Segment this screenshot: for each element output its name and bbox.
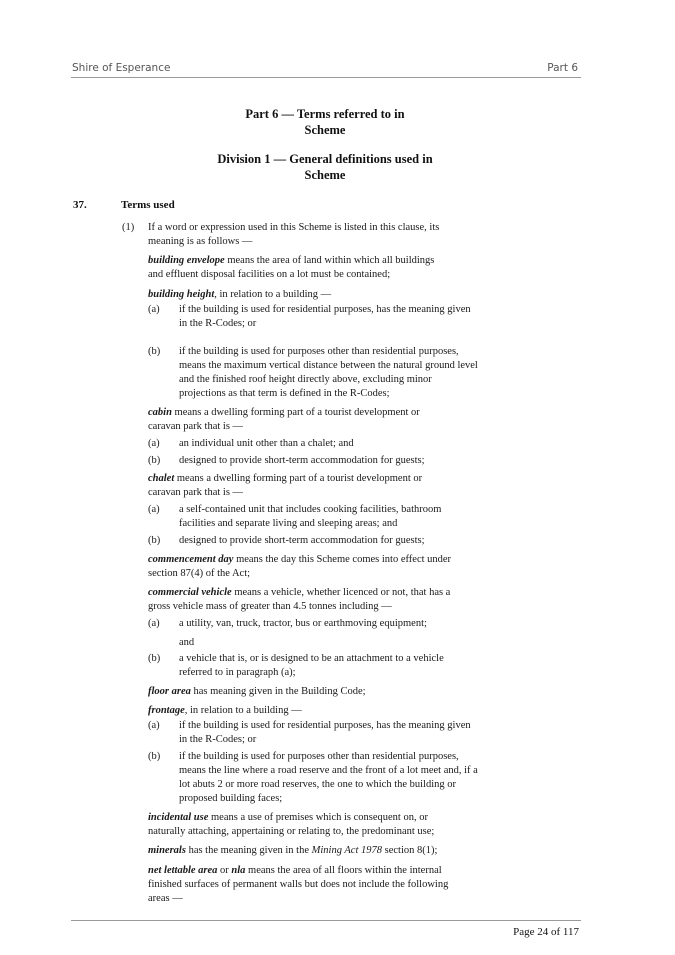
paragraph-label: (a) [148,618,160,629]
header-shire-name: Shire of Esperance [72,62,171,74]
definition-line: caravan park that is — [148,487,244,498]
defined-term: incidental use [148,812,209,823]
paragraph-label: (b) [148,535,161,546]
definition-text: means the day this Scheme comes into effect under [233,554,452,565]
definition-line [148,844,437,858]
paragraph-text: means the maximum vertical distance between the natural ground level [179,360,478,371]
defined-term: minerals [148,845,186,856]
division-heading-line-1: Division 1 — General definitions used in [217,152,433,166]
definition-text: means the area of land within which all buildings [224,255,435,266]
definition-line [148,864,442,878]
definition-line [148,811,428,825]
paragraph-connector: and [179,637,195,648]
definition-line [148,685,366,699]
paragraph-text: means the line where a road reserve and the front of a lot meet and, if a [179,765,478,776]
subclause-line: meaning is as follows — [148,236,253,247]
definition-text: or [217,865,232,876]
definition-line: caravan park that is — [148,421,244,432]
part-heading-line-2: Scheme [304,123,346,137]
subclause-line: If a word or expression used in this Scheme is listed in this clause, its [148,222,440,233]
paragraph-text: a utility, van, truck, tractor, bus or earthmoving equipment; [179,618,427,629]
act-title: Mining Act 1978 [311,845,383,856]
definition-text: , in relation to a building — [214,289,332,300]
definition-text: means the area of all floors within the internal [245,865,442,876]
definition-text: means a vehicle, whether licenced or not, that has a [231,587,451,598]
running-header [71,60,578,76]
paragraph-text: in the R-Codes; or [179,318,257,329]
paragraph-text: if the building is used for purposes other than residential purposes, [179,751,459,762]
paragraph-text: if the building is used for residential purposes, has the meaning given [179,304,471,315]
defined-term: commencement day [148,554,234,565]
definition-line [148,553,451,567]
definition-text: section 8(1); [382,845,438,856]
definition-line: finished surfaces of permanent walls but does not include the following [148,879,449,890]
definition-line [148,406,420,420]
paragraph-text: facilities and separate living and sleeping areas; and [179,518,398,529]
definition-text: means a dwelling forming part of a tourist development or [174,473,423,484]
subclause-number: (1) [122,222,135,233]
paragraph-text: a self-contained unit that includes cooking facilities, bathroom [179,504,442,515]
paragraph-text: if the building is used for residential purposes, has the meaning given [179,720,471,731]
paragraph-label: (a) [148,720,160,731]
paragraph-text: an individual unit other than a chalet; and [179,438,354,449]
definition-line [148,288,331,302]
defined-term: nla [231,865,246,876]
footer-rule [71,920,581,921]
definition-line: gross vehicle mass of greater than 4.5 tonnes including — [148,601,392,612]
definition-line [148,254,434,268]
definition-text: has the meaning given in the [185,845,312,856]
page-number: Page 24 of 117 [513,926,579,938]
definition-text: means a dwelling forming part of a tourist development or [171,407,420,418]
paragraph-label: (a) [148,304,160,315]
defined-term: building height [148,289,215,300]
clause-title: Terms used [121,199,175,211]
paragraph-text: if the building is used for purposes other than residential purposes, [179,346,459,357]
paragraph-text: projections as that term is defined in the R-Codes; [179,388,390,399]
definition-line [148,472,422,486]
paragraph-label: (b) [148,653,161,664]
definition-line: naturally attaching, appertaining or relating to, the predominant use; [148,826,435,837]
defined-term: building envelope [148,255,225,266]
paragraph-text: proposed building faces; [179,793,283,804]
definition-text: means a use of premises which is consequent on, or [208,812,428,823]
header-part-label: Part 6 [547,62,578,74]
paragraph-text: lot abuts 2 or more road reserves, the one to which the building or [179,779,457,790]
defined-term: cabin [148,407,172,418]
paragraph-label: (b) [148,751,161,762]
definition-text: has meaning given in the Building Code; [190,686,366,697]
paragraph-text: in the R-Codes; or [179,734,257,745]
division-heading [175,151,475,183]
definition-line: areas — [148,893,183,904]
paragraph-text: designed to provide short-term accommodation for guests; [179,535,425,546]
division-heading-line-2: Scheme [304,168,346,182]
defined-term: floor area [148,686,191,697]
defined-term: net lettable area [148,865,218,876]
defined-term: frontage [148,705,185,716]
defined-term: chalet [148,473,175,484]
paragraph-label: (a) [148,504,160,515]
definition-text: , in relation to a building — [184,705,302,716]
paragraph-label: (b) [148,346,161,357]
paragraph-text: and the finished roof height directly above, excluding minor [179,374,432,385]
paragraph-text: a vehicle that is, or is designed to be an attachment to a vehicle [179,653,444,664]
paragraph-text: referred to in paragraph (a); [179,667,296,678]
paragraph-label: (b) [148,455,161,466]
part-heading-line-1: Part 6 — Terms referred to in [245,107,405,121]
clause-number: 37. [73,199,87,211]
definition-line [148,586,450,600]
header-rule [71,77,581,78]
paragraph-label: (a) [148,438,160,449]
paragraph-text: designed to provide short-term accommodation for guests; [179,455,425,466]
definition-line [148,704,302,718]
definition-line: section 87(4) of the Act; [148,568,251,579]
defined-term: commercial vehicle [148,587,232,598]
definition-line: and effluent disposal facilities on a lot must be contained; [148,269,391,280]
part-heading [175,106,475,138]
